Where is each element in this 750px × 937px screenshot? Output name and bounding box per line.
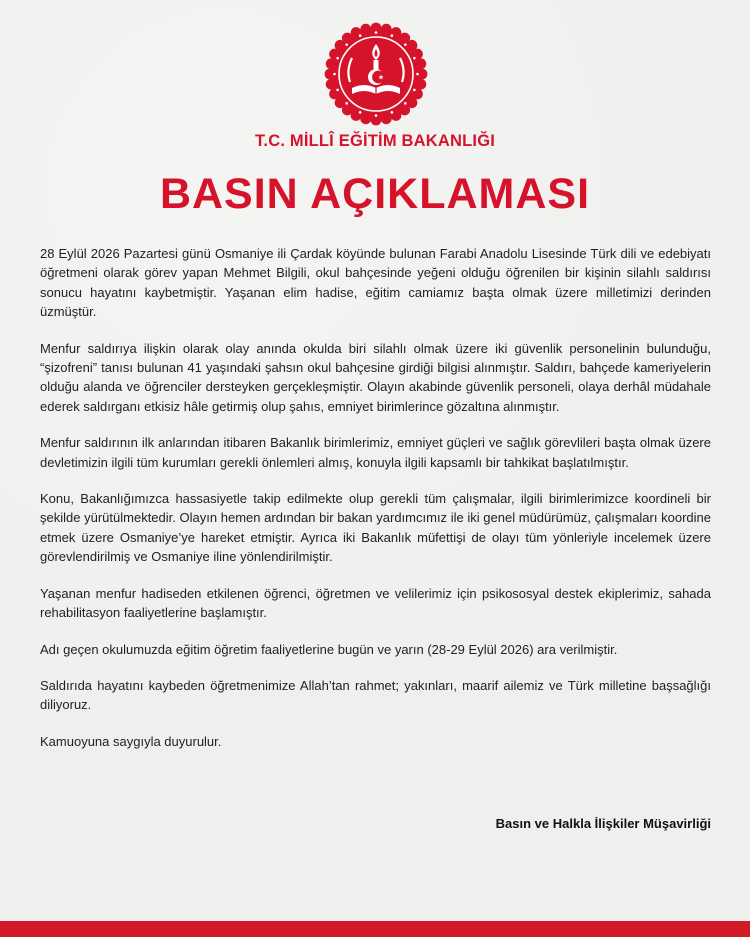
ministry-of-education-seal-icon — [324, 22, 428, 126]
ministry-seal-logo — [324, 22, 428, 126]
page-title: BASIN AÇIKLAMASI — [159, 170, 591, 218]
paragraph-7: Saldırıda hayatını kaybeden öğretmenimize Allah’tan rahmet; yakınları, maarif ailemiz ve Türk milletine başsağlığı diliyoruz. — [40, 677, 711, 713]
paragraph-4: Konu, Bakanlığımızca hassasiyetle takip edilmekte olup gerekli tüm çalışmalar, ilgili birimlerimizce koordineli bir şekilde yürütülmektedir. Olayın hemen ardından bir bakan yardımcımız ile iki genel müdürümüz, çalışmaları koordine etmek üzere Osmaniye’ye hareket etmiştir. Ayrıca iki Bakanlık müfettişi de olayı tüm yönleriyle incelemek üzere görevlendirilmiş ve Osmaniye iline yönlendirilmiştir. — [40, 491, 711, 565]
paragraph-5: Yaşanan menfur hadiseden etkilenen öğrenci, öğretmen ve velilerimiz için psikososyal destek ekiplerimiz, sahada rehabilitasyon faaliyetlerine başlamıştır. — [40, 585, 711, 621]
paragraph-2: Menfur saldırıya ilişkin olarak olay anında okulda biri silahlı olmak üzere iki güvenlik personelinin bulunduğu, “şizofreni” tanısı bulunan 41 yaşındaki şahsın okul bahçesine girdiği bilgisi alınmıştır. Saldırı, bahçede kameriyelerin olduğu alanda ve öğrenciler dersteyken gerçekleşmiştir. Olayın akabinde güvenlik personeli, olaya derhâl müdahale ederek saldırganı etkisiz hâle getirmiş olup şahıs, emniyet birimlerince gözaltına alınmıştır. — [40, 340, 711, 414]
bottom-accent-bar — [0, 921, 750, 937]
paragraph-6: Adı geçen okulumuzda eğitim öğretim faaliyetlerine bugün ve yarın (28-29 Eylül 2026) ara verilmiştir. — [40, 641, 618, 657]
paragraph-8: Kamuoyuna saygıyla duyurulur. — [40, 733, 222, 749]
paragraph-3: Menfur saldırının ilk anlarından itibaren Bakanlık birimlerimiz, emniyet güçleri ve sağlık görevlileri başta olmak üzere devletimizin ilgili tüm kurumları gerekli önlemleri almış, konuyla ilgili kapsamlı bir tahkikat başlatılmıştır. — [40, 435, 711, 470]
signature: Basın ve Halkla İlişkiler Müşavirliği — [495, 816, 711, 831]
ministry-name: T.C. MİLLÎ EĞİTİM BAKANLIĞI — [254, 132, 496, 150]
paragraph-1: 28 Eylül 2026 Pazartesi günü Osmaniye ili Çardak köyünde bulunan Farabi Anadolu Lisesinde Türk dili ve edebiyatı öğretmeni olarak görev yapan Mehmet Bilgili, okul bahçesinde yeğeni olduğu öğrenilen bir kişinin silahlı saldırısı sonucu hayatını kaybetmiştir. Yaşanan elim hadise, eğitim camiamız başta olmak üzere milletimizi derinden üzmüştür. — [40, 246, 711, 320]
press-release-body — [40, 244, 711, 751]
